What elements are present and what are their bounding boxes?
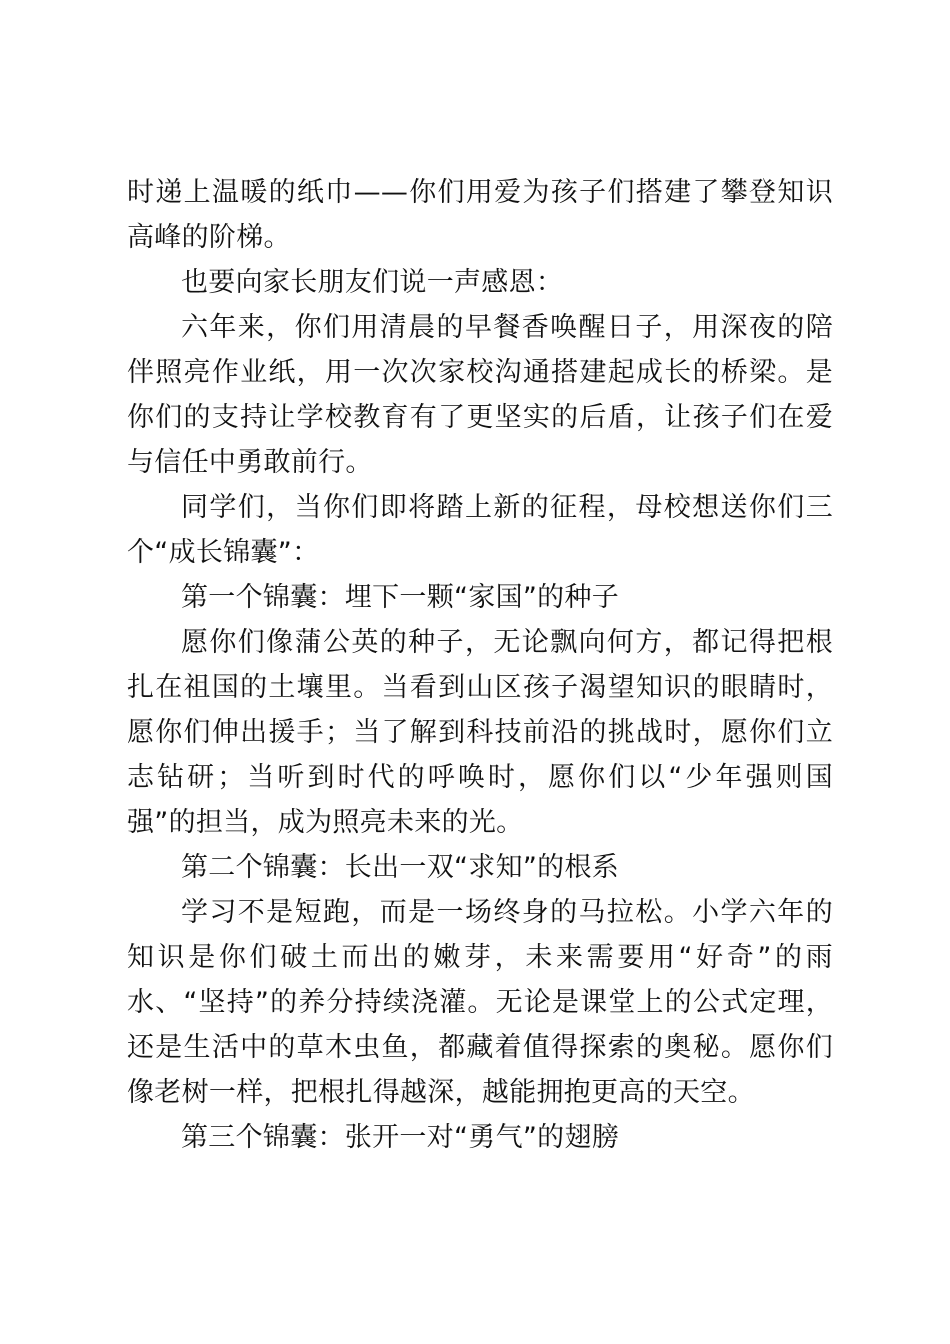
document-body: [127, 170, 833, 1160]
paragraph-first-tip: 愿你们像蒲公英的种子，无论飘向何方，都记得把根扎在祖国的土壤里。当看到山区孩子渴望知识的眼睛时，愿你们伸出援手；当了解到科技前沿的挑战时，愿你们立志钻研；当听到时代的呼唤时，愿你们以“少年强则国强”的担当，成为照亮未来的光。: [127, 627, 833, 838]
heading-third-tip: 第三个锦囊：张开一对“勇气”的翅膀: [181, 1122, 620, 1153]
heading-first-tip: 第一个锦囊：埋下一颗“家国”的种子: [181, 582, 620, 613]
paragraph-parents-intro: 也要向家长朋友们说一声感恩：: [181, 267, 564, 298]
paragraph-parents-thanks: 六年来，你们用清晨的早餐香唤醒日子，用深夜的陪伴照亮作业纸，用一次次家校沟通搭建起成长的桥梁。是你们的支持让学校教育有了更坚实的后盾，让孩子们在爱与信任中勇敢前行。: [127, 312, 833, 478]
heading-second-tip: 第二个锦囊：长出一双“求知”的根系: [181, 852, 620, 883]
paragraph-continuation: 时递上温暖的纸巾——你们用爱为孩子们搭建了攀登知识高峰的阶梯。: [127, 177, 833, 253]
paragraph-students-intro: 同学们，当你们即将踏上新的征程，母校想送你们三个“成长锦囊”：: [127, 492, 833, 568]
paragraph-second-tip: 学习不是短跑，而是一场终身的马拉松。小学六年的知识是你们破土而出的嫩芽，未来需要用“好奇”的雨水、“坚持”的养分持续浇灌。无论是课堂上的公式定理，还是生活中的草木虫鱼，都藏着值得探索的奥秘。愿你们像老树一样，把根扎得越深，越能拥抱更高的天空。: [127, 897, 833, 1108]
